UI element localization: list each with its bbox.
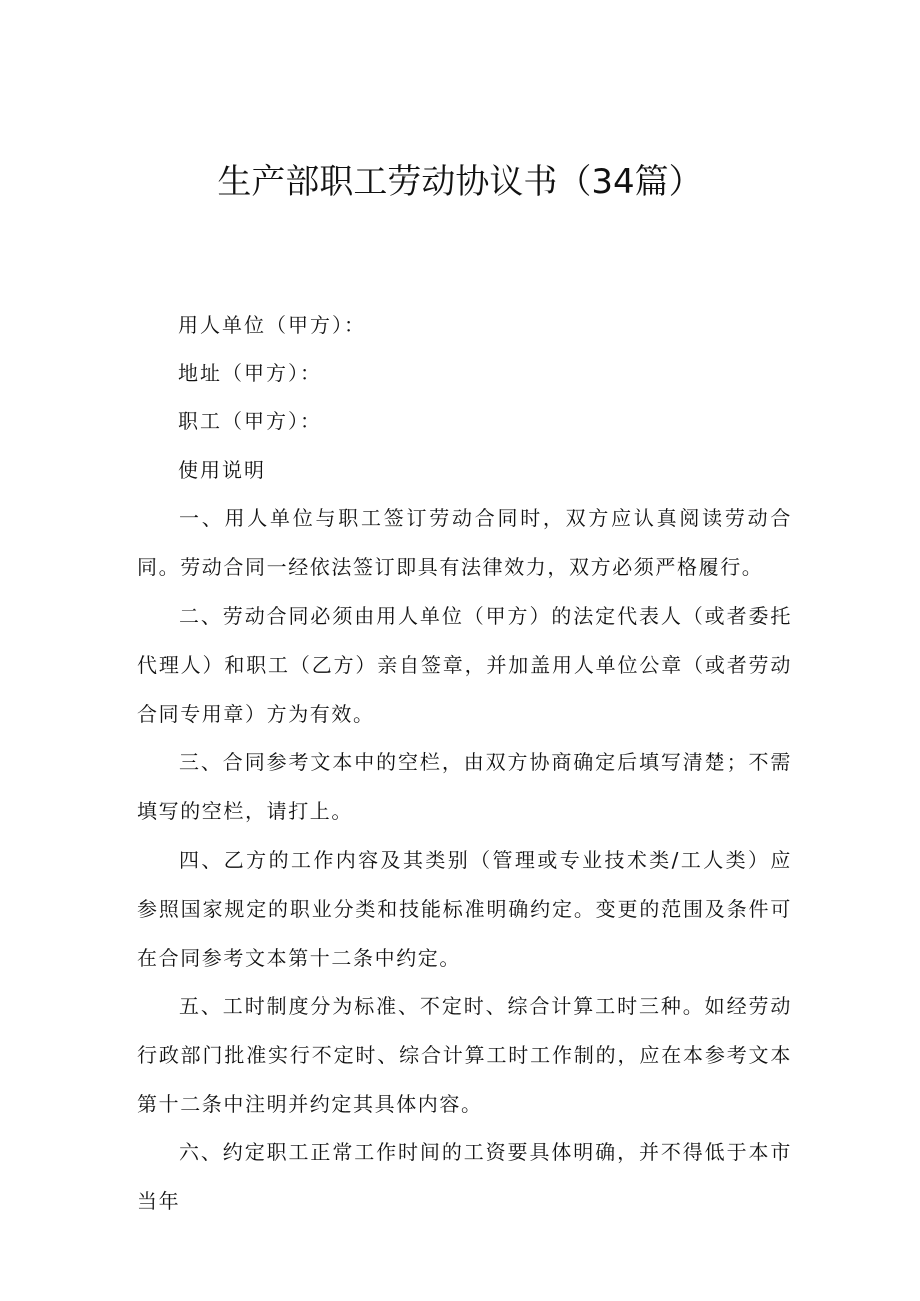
instruction-paragraph-5: 五、工时制度分为标准、不定时、综合计算工时三种。如经劳动行政部门批准实行不定时、综合计算工时工作制的，应在本参考文本第十二条中注明并约定其具体内容。 [137, 994, 792, 1116]
address-field-label: 地址（甲方）： [178, 361, 322, 385]
instruction-paragraph-2: 二、劳动合同必须由用人单位（甲方）的法定代表人（或者委托代理人）和职工（乙方）亲自签章，并加盖用人单位公章（或者劳动合同专用章）方为有效。 [137, 604, 792, 726]
employer-field-label: 用人单位（甲方）： [178, 313, 366, 337]
instruction-paragraph-1: 一、用人单位与职工签订劳动合同时，双方应认真阅读劳动合同。劳动合同一经依法签订即具有法律效力，双方必须严格履行。 [137, 506, 792, 579]
employee-field-label: 职工（甲方）： [178, 409, 322, 433]
instruction-paragraph-6: 六、约定职工正常工作时间的工资要具体明确，并不得低于本市当年 [137, 1140, 792, 1213]
document-title: 生产部职工劳动协议书（34篇） [217, 162, 703, 202]
usage-instructions-heading: 使用说明 [178, 458, 266, 482]
instruction-paragraph-4: 四、乙方的工作内容及其类别（管理或专业技术类/工人类）应参照国家规定的职业分类和技能标准明确约定。变更的范围及条件可在合同参考文本第十二条中约定。 [137, 848, 792, 970]
instruction-paragraph-3: 三、合同参考文本中的空栏，由双方协商确定后填写清楚；不需填写的空栏，请打上。 [137, 750, 792, 823]
